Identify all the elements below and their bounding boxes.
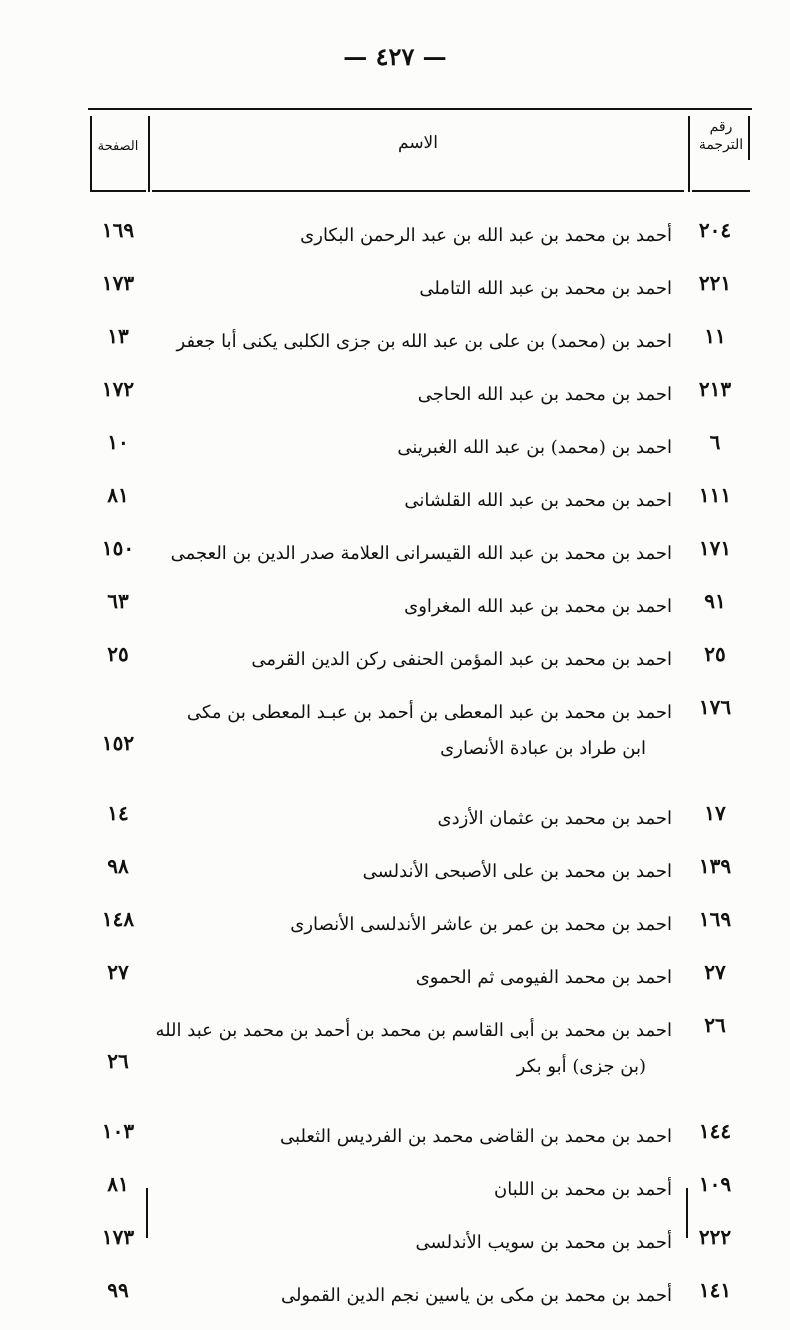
entry-name-line2: ابن طراد بن عبادة الأنصارى xyxy=(440,738,646,759)
page-number: — ٤٢٧ — xyxy=(343,42,447,71)
entry-page: ٢٧ xyxy=(107,960,129,984)
entry-number: ١١ xyxy=(704,324,726,348)
list-item xyxy=(88,1217,752,1270)
entry-name: احمد بن محمد بن عبد الله المغراوى xyxy=(404,596,672,617)
entry-name-line2: (بن جزى) أبو بكر xyxy=(516,1056,646,1077)
entry-name: احمد بن محمد بن عبد الله القيسرانى العلامة صدر الدين بن العجمى xyxy=(170,543,672,564)
list-item xyxy=(88,581,752,634)
entry-name-line1: احمد بن محمد بن عبد المعطى بن أحمد بن عبـد المعطى بن مكى xyxy=(186,702,672,723)
entry-name: احمد بن (محمد) بن عبد الله الغبرينى xyxy=(397,437,672,458)
list-item xyxy=(88,687,752,793)
entry-name: احمد بن (محمد) بن على بن عبد الله بن جزى الكلبى يكنى أبا جعفر xyxy=(176,331,672,352)
entry-number: ١٦٩ xyxy=(698,907,732,931)
entry-name-line1: احمد بن محمد بن أبى القاسم بن محمد بن أحمد بن محمد بن عبد الله xyxy=(155,1020,672,1041)
list-item xyxy=(88,1005,752,1111)
entry-name: أحمد بن محمد بن مكى بن ياسين نجم الدين القمولى xyxy=(280,1285,672,1306)
entry-name: أحمد بن محمد بن عبد الله بن عبد الرحمن البكارى xyxy=(300,225,672,246)
entry-number: ١٤١ xyxy=(698,1278,732,1302)
entry-page: ١٠ xyxy=(107,430,129,454)
entry-number: ٢٠٤ xyxy=(698,218,732,242)
entry-number: ١٧١ xyxy=(698,536,732,560)
entry-name: احمد بن محمد بن عمر بن عاشر الأندلسى الأنصارى xyxy=(290,914,672,935)
list-item xyxy=(88,1270,752,1323)
entry-name: أحمد بن محمد بن اللبان xyxy=(494,1179,672,1200)
entry-name: احمد بن محمد بن القاضى محمد بن الفرديس الثعلبى xyxy=(280,1126,672,1147)
header-rule-page xyxy=(92,190,146,192)
entry-number: ١٧ xyxy=(704,801,726,825)
entry-page: ١٥٢ xyxy=(101,731,135,755)
entry-page: ١٧٣ xyxy=(101,1225,135,1249)
entry-number: ٢٦ xyxy=(704,1013,726,1037)
entry-number: ١٠٩ xyxy=(698,1172,732,1196)
entry-number: ١٤٤ xyxy=(698,1119,732,1143)
entry-number: ١١١ xyxy=(698,483,732,507)
list-item xyxy=(88,369,752,422)
list-item xyxy=(88,475,752,528)
list-item xyxy=(88,846,752,899)
entry-number: ٩١ xyxy=(704,589,726,613)
entry-page: ٨١ xyxy=(107,1172,129,1196)
list-item xyxy=(88,952,752,1005)
entry-page: ٨١ xyxy=(107,483,129,507)
list-item xyxy=(88,634,752,687)
entry-page: ٩٩ xyxy=(107,1278,129,1302)
header-name: الاسم xyxy=(398,133,438,153)
entry-page: ١٧٢ xyxy=(101,377,135,401)
entry-number: ٢٥ xyxy=(704,642,726,666)
entry-name: احمد بن محمد بن عثمان الأزدى xyxy=(437,808,672,829)
list-item xyxy=(88,899,752,952)
entry-page: ١٥٠ xyxy=(101,536,135,560)
header-page: الصفحة xyxy=(97,139,139,154)
entry-name: احمد بن محمد بن عبد الله الحاجى xyxy=(417,384,672,405)
entry-number: ٢٢١ xyxy=(698,271,732,295)
list-item xyxy=(88,422,752,475)
entry-page: ٦٣ xyxy=(107,589,129,613)
entry-name: أحمد بن محمد بن سويب الأندلسى xyxy=(415,1232,672,1253)
entry-page: ٢٥ xyxy=(107,642,129,666)
entry-page: ١٣ xyxy=(107,324,129,348)
list-item xyxy=(88,1111,752,1164)
list-item xyxy=(88,263,752,316)
entry-name: احمد بن محمد بن على الأصبحى الأندلسى xyxy=(362,861,672,882)
header-rule-name xyxy=(152,190,684,192)
entry-name: احمد بن محمد بن عبد الله التاملى xyxy=(419,278,672,299)
entry-name: احمد بن محمد الفيومى ثم الحموى xyxy=(415,967,672,988)
entry-page: ١٤٨ xyxy=(101,907,135,931)
entry-page: ١٧٣ xyxy=(101,271,135,295)
entry-page: ٩٨ xyxy=(107,854,129,878)
entry-name xyxy=(155,1013,672,1085)
entry-number: ٦ xyxy=(709,430,721,454)
entries-list xyxy=(88,210,752,1323)
header-number: رقم الترجمة xyxy=(698,119,744,153)
entry-page: ١٤ xyxy=(107,801,129,825)
column-divider-right xyxy=(688,116,690,192)
entry-number: ٢٧ xyxy=(704,960,726,984)
column-divider-left xyxy=(148,116,150,192)
entry-page: ١٦٩ xyxy=(101,218,135,242)
entry-name: احمد بن محمد بن عبد المؤمن الحنفى ركن الدين القرمى xyxy=(251,649,672,670)
list-item xyxy=(88,793,752,846)
entry-name xyxy=(164,695,672,767)
entry-number: ٢٢٢ xyxy=(698,1225,732,1249)
entry-number: ١٧٦ xyxy=(698,695,732,719)
list-item xyxy=(88,1164,752,1217)
top-rule xyxy=(88,108,752,110)
entry-page: ٢٦ xyxy=(107,1049,129,1073)
entry-page: ١٠٣ xyxy=(101,1119,135,1143)
list-item xyxy=(88,210,752,263)
list-item xyxy=(88,528,752,581)
entry-number: ١٣٩ xyxy=(698,854,732,878)
header-rule-num xyxy=(692,190,750,192)
list-item xyxy=(88,316,752,369)
entry-name: احمد بن محمد بن عبد الله القلشانى xyxy=(404,490,672,511)
entry-number: ٢١٣ xyxy=(698,377,732,401)
